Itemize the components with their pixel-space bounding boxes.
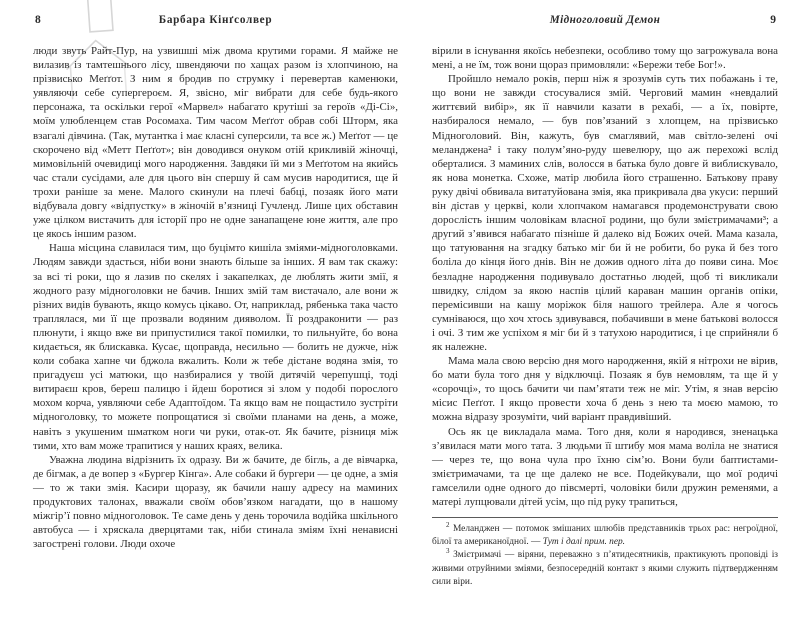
footnote-text: Змієтримачі — віряни, переважно з п’ятидесятників, практикують проповіді із живими отруйними зміями, безпосередній контакт з якими служить підтвердженням сили віри. — [432, 550, 778, 587]
footnote-text: Меланджен — потомок змішаних шлюбів представників трьох рас: негроїдної, білої та американоїдної. — — [432, 524, 778, 548]
left-page-body — [33, 44, 398, 551]
page-number-left: 8 — [35, 14, 41, 26]
right-page-body — [432, 44, 778, 509]
paragraph: Мама мала свою версію дня мого народження, якій я нітрохи не вірив, бо мати була того дня у відключці. Позаяк я був немовлям, та ще й у «сорочці», то щось бачити чи пам’ятати теж не міг. Утім, я знав версію місис Пеґґот. І якщо провести хоча б день з нею та моєю мамою, то можна відразу зрозуміти, чий варіант правдивіший. — [432, 355, 778, 424]
paragraph: Пройшло немало років, перш ніж я зрозумів суть тих побажань і те, що вони не завжди стосувалися змій. Черговий мамин «невдалий життєвий вибір», як її навчили казати в рехабі, — а їх, повірте, назбиралося немало, — був пов’язаний з хлопцем, на прізвисько Мідноголовий. Він, кажуть, був смаглявий, мав світло-зелені очі меланджена² і таку полум’яно-руду шевелюру, що аж перехожі вслід оберталися. З маминих слів, волосся в батька було довге й виблискувало, як нова монетка. Схоже, матір любила його страшенно. Батькову праву руку двічі обвивала витатуйована змія, яка прикривала два укуси: перший він дістав у церкві, коли хлопчаком намагався продемонструвати свою дорослість іншим чоловікам власної родини, що були змієтримачами³; а другий з’явився набагато пізніше й далеко від Божих очей. Мама казала, що татуювання на згадку батько міг би й не робити, бо рука й без того боліла до кінця його днів. Він не дожив одного літа до появи сина. Моє безладне народження подивувало достатньо людей, щоб ті викликали швидку, слідом за якою наспів цілий караван машин органів опіки, перемісивши на кашу моріжок біля нашого трейлера. Але я чогось сумніваюся, що хоч хтось здивувався, побачивши в мене батькові волосся і очі. З тим же успіхом я міг би й з татухою народитися, і це сприйняли б як належне. — [432, 73, 778, 353]
footnote-marker: 3 — [446, 547, 450, 556]
paragraph: Уважна людина відрізнить їх одразу. Ви ж бачите, де бігль, а де вівчарка, де бігмак, а де вопер з «Бургер Кінга». Але собаки й бургери — це одне, а змія — то ж таки змія. Касири щоразу, як бачили нашу адресу на маминих продуктових талонах, вважали своїм обов’язком нагадати, що в нашому міжгір’ї повно мідноголовок. Те саме день у день торочила водійка шкільного автобуса — і хряскала дверцятами так, ніби стинала зміям їхні ненависні загострені голови. Люди охоче — [33, 453, 398, 551]
paragraph-continuation: вірили в існування якоїсь небезпеки, особливо тому що загрожувала вона мені, а не їм, тож вони щораз примовляли: «Бережи тебе Бог!». — [432, 45, 778, 72]
page-left — [33, 0, 398, 618]
page-number-right: 9 — [770, 14, 776, 26]
footnotes-block — [432, 517, 778, 589]
footnote-italic-note: Тут і далі прим. пер. — [542, 537, 626, 548]
running-head-title: Мідноголовий Демон — [549, 14, 661, 26]
footnote — [432, 549, 778, 589]
footnote — [432, 520, 778, 549]
paragraph: Ось як це викладала мама. Того дня, коли я народився, зненацька з’явилася мати мого тата. З людьми її штибу моя мама воліла не знатися — через те, що вона чула про їхню сім’ю. Вони були баптистами-змієтримачами, та це ще далеко не все. Подейкували, що мої родичі гамселили одне одного до півсмерті, чоловіки били дружин ременями, а матері лупцювали дітей усім, що під руку трапиться, — [432, 425, 778, 508]
right-page-header — [432, 14, 778, 30]
paragraph: Наша місцина славилася тим, що буцімто кишіла зміями-мідноголовками. Людям завжди здасться, ніби вони знають більше за інших. Я вам так скажу: за всі ті роки, що я лазив по скелях і закапелках, де люблять жити змії, я жодного разу мідноголовки не бачив. Інших змій там вистачало, але вони ж різних видів бувають, якщо комусь цікаво. От, наприклад, рябенька така часто траплялася, ми її ще прозвали водяним дияволом. Її роздраконити — раз плюнути, і якщо вже ви припустилися такої помилки, то пильнуйте, бо вона кидається, як блискавка. Кусає, щоправда, несильно — болить не дужче, ніж коли собака хапне чи бджола вжалить. Коли ж тебе дістане водяна змія, то пригадуєш усі матюки, що назбиралися у твоїй дитячій черепушці, тоді витираєш кров, береш палицю і йдеш боротися зі злом у подобі порослого мохом корча, уявляючи себе Адаптоїдом. Та якщо вам не пощастило зустріти мідноголовку, то можете попрощатися зі своїми планами на день, а може, навіть з укушеним шматком ноги чи руки, отак-от. Як бачите, різниця між тими, хто вам може трапитися у наших краях, велика. — [33, 242, 398, 452]
paragraph-continuation: люди звуть Райт-Пур, на узвишші між двома крутими горами. Я майже не вилазив із тамтешнього лісу, швендяючи по хащах разом із хлопчиною, на прізвисько Меґґот. З ним я бродив по струмку і перевертав каменюки, уявляючи себе супергероєм. Я, звісно, міг вибрати для себе будь-якого персонажа, та оскільки герої «Марвел» набагато крутіші за героїв «Ді-Сі», моїм улюбленцем став Росомаха. Тим часом Меґґот обрав собі Шторм, яка взагалі дівчина. (Так, мутантка і має класні суперсили, та все ж.) Меґґот — це скорочено від «Метт Пеґґот»; він доводився онуком отій крикливій жіночці, мимовільній очевидиці мого народження. Завдяки їй ми з Меґґотом на якийсь час стали сусідами, але для цього він спершу й сам мусив народитися, ще й трохи раніше за мене. Малого скинули на плечі бабці, позаяк його мати відбувала довгу «відпустку» в жіночій в’язниці Гучленд. Лише цих обставин уже цілком вистачить для історії про не одне занапащене юне життя, але про це якось іншим разом. — [33, 45, 398, 241]
running-head-author: Барбара Кінґсолвер — [158, 14, 273, 26]
footnote-separator — [432, 517, 778, 518]
page-right — [432, 0, 778, 618]
footnote-marker: 2 — [446, 520, 450, 529]
left-page-header — [33, 14, 398, 30]
